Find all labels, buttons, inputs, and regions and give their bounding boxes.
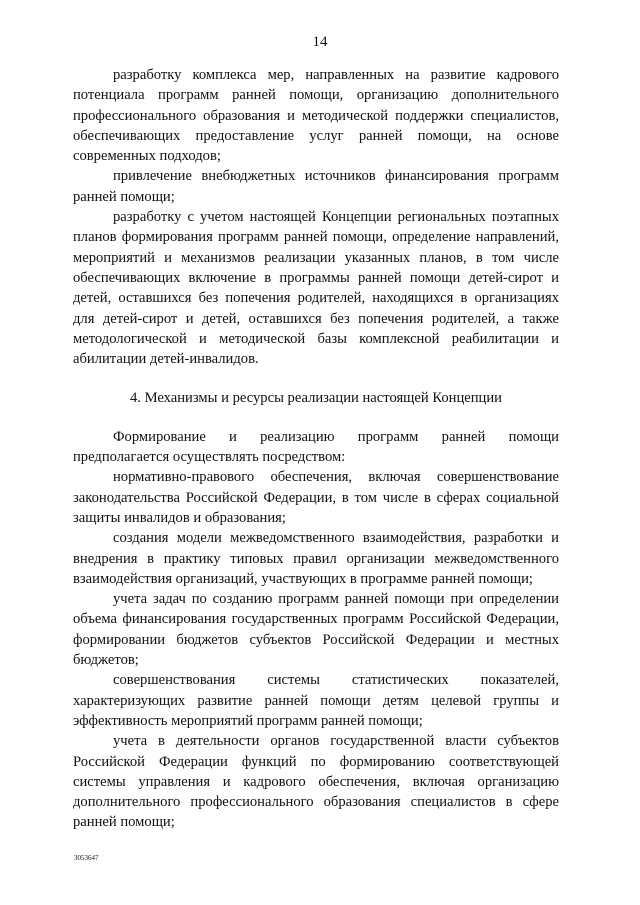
paragraph: учета задач по созданию программ ранней помощи при определении объема финансирования государственных программ Российской Федерации, формировании бюджетов субъектов Российской Федерации и местных бюджетов; xyxy=(73,591,559,669)
document-code: 3053647 xyxy=(74,854,99,862)
paragraph: учета в деятельности органов государственной власти субъектов Российской Федерации функций по формированию соответствующей системы управления и кадрового обеспечения, включая организацию дополнительного профессионального образования специалистов в сфере ранней помощи; xyxy=(73,733,559,831)
page-number: 14 xyxy=(312,34,328,50)
paragraph: совершенствования системы статистических показателей, характеризующих развитие ранней помощи детям целевой группы и эффективность мероприятий программ ранней помощи; xyxy=(73,672,559,729)
paragraph: привлечение внебюджетных источников финансирования программ ранней помощи; xyxy=(73,168,559,205)
paragraph: создания модели межведомственного взаимодействия, разработки и внедрения в практику типовых правил организации межведомственного взаимодействия организаций, участвующих в программе ранней помощи; xyxy=(73,530,559,587)
paragraph: нормативно-правового обеспечения, включая совершенствование законодательства Российской Федерации, в том числе в сферах социальной защиты инвалидов и образования; xyxy=(73,469,559,526)
paragraph: Формирование и реализацию программ ранней помощи предполагается осуществлять посредством: xyxy=(73,428,559,466)
section-heading: 4. Механизмы и ресурсы реализации настоящей Концепции xyxy=(130,390,502,407)
document-body xyxy=(73,65,559,833)
paragraph: разработку с учетом настоящей Концепции региональных поэтапных планов формирования программ ранней помощи, определение направлений, мероприятий и механизмов реализации указанных планов, в том числе обеспечивающих включение в программы ранней помощи детей-сирот и детей, оставшихся без попечения родителей, находящихся в организациях для детей-сирот и детей, оставшихся без попечения родителей, а также методологической и методической базы комплексной реабилитации и абилитации детей-инвалидов. xyxy=(73,209,559,368)
paragraph: разработку комплекса мер, направленных на развитие кадрового потенциала программ ранней помощи, организацию дополнительного профессионального образования и методической поддержки специалистов, обеспечивающих предоставление услуг ранней помощи, на основе современных подходов; xyxy=(73,67,559,165)
